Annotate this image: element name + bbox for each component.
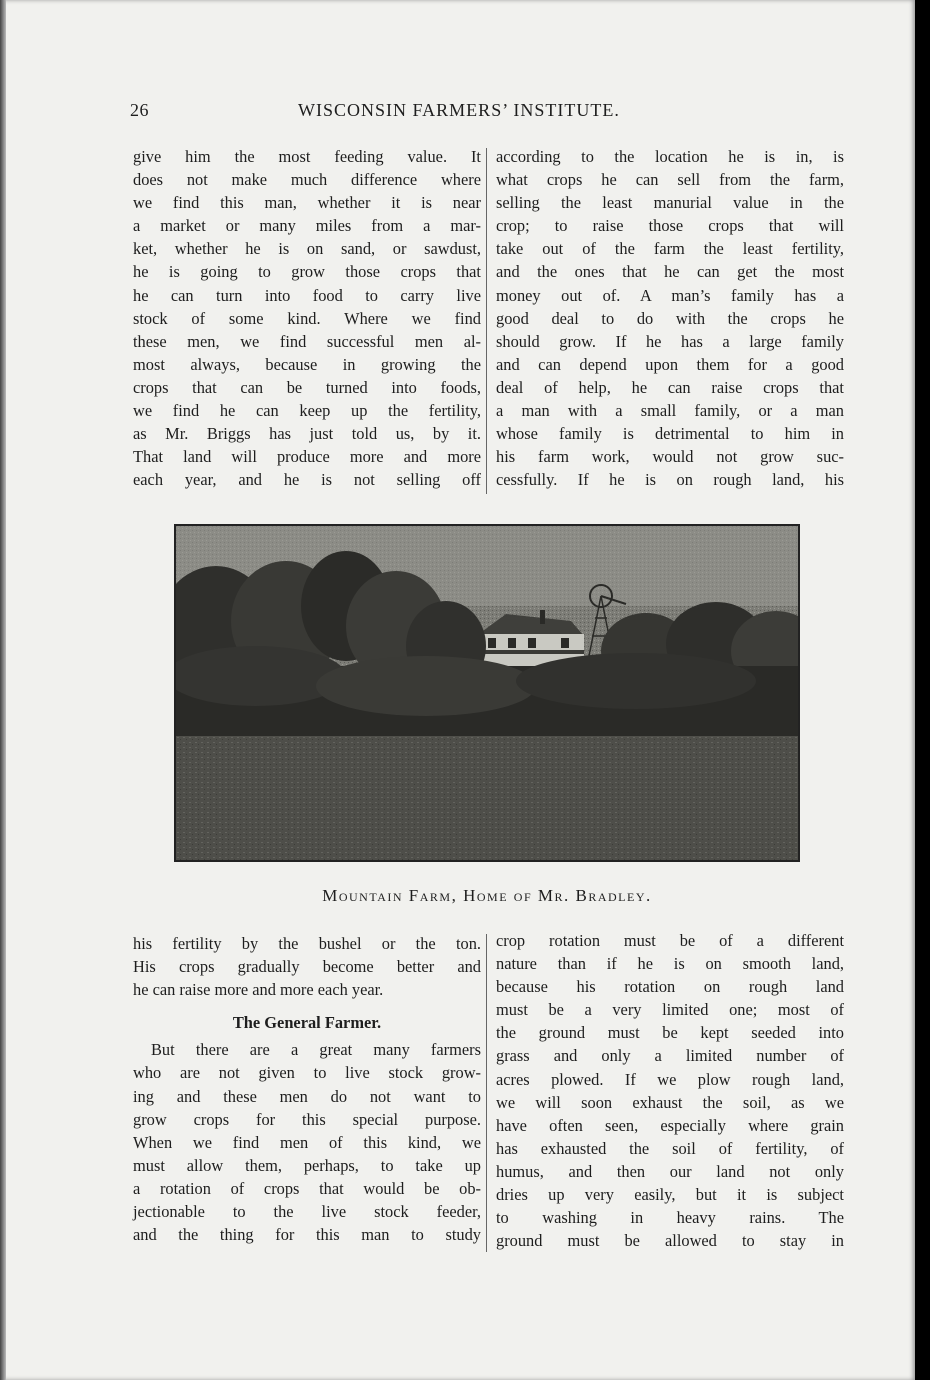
- text-line: a man with a small family, or a man: [496, 401, 844, 421]
- text-line: crop rotation must be of a different: [496, 931, 844, 950]
- farm-photograph: [174, 524, 800, 862]
- text-line: a market or many miles from a mar-: [133, 216, 481, 236]
- text-line: grass and only a limited number of: [496, 1046, 844, 1066]
- text-line: his farm work, would not grow suc-: [496, 447, 844, 467]
- text-line: to washing in heavy rains. The: [496, 1208, 844, 1228]
- text-line: stock of some kind. Where we find: [133, 308, 481, 328]
- text-line: have often seen, especially where grain: [496, 1115, 844, 1135]
- text-line: must allow them, perhaps, to take up: [133, 1155, 481, 1175]
- text-line: does not make much difference where: [133, 170, 481, 190]
- text-line: most always, because in growing the: [133, 354, 481, 374]
- text-line: the ground must be kept seeded into: [496, 1023, 844, 1043]
- farm-photo-image: [176, 526, 798, 860]
- text-line: dries up very easily, but it is subject: [496, 1185, 844, 1205]
- text-line: and can depend upon them for a good: [496, 354, 844, 374]
- text-line: has exhausted the soil of fertility, of: [496, 1138, 844, 1158]
- top-right-column: [496, 145, 844, 491]
- text-line: as Mr. Briggs has just told us, by it.: [133, 424, 481, 444]
- text-line: we will soon exhaust the soil, as we: [496, 1092, 844, 1112]
- text-line: give him the most feeding value. It: [133, 147, 481, 166]
- page-binding-edge: [0, 0, 6, 1380]
- text-line: he can turn into food to carry live: [133, 285, 481, 305]
- column-rule-bottom: [486, 934, 487, 1252]
- text-line: according to the location he is in, is: [496, 147, 844, 166]
- text-line: ket, whether he is on sand, or sawdust,: [133, 239, 481, 259]
- text-line: these men, we find successful men al-: [133, 331, 481, 351]
- text-line: each year, and he is not selling off: [133, 470, 481, 490]
- text-line: jectionable to the live stock feeder,: [133, 1202, 481, 1222]
- text-line: His crops gradually become better and: [133, 957, 481, 977]
- text-line: good deal to do with the crops he: [496, 308, 844, 328]
- figure-caption-text: Mountain Farm, Home of Mr. Bradley.: [322, 886, 652, 905]
- bottom-left-column: [133, 932, 481, 1246]
- text-line: ground must be allowed to stay in: [496, 1231, 844, 1251]
- running-title: WISCONSIN FARMERS’ INSTITUTE.: [298, 100, 620, 120]
- text-line: acres plowed. If we plow rough land,: [496, 1069, 844, 1089]
- text-line: deal of help, he can raise crops that: [496, 377, 844, 397]
- text-line: he can raise more and more each year.: [133, 980, 384, 1000]
- text-line: a rotation of crops that would be ob-: [133, 1178, 481, 1198]
- text-line: selling the least manurial value in the: [496, 193, 844, 213]
- text-line: must be a very limited one; most of: [496, 1000, 844, 1020]
- figure-caption: [174, 886, 800, 906]
- text-line: crop; to raise those crops that will: [496, 216, 844, 236]
- text-line: he is going to grow those crops that: [133, 262, 481, 282]
- text-line: and the ones that he can get the most: [496, 262, 844, 282]
- bottom-right-column: [496, 929, 844, 1252]
- text-line: grow crops for this special purpose.: [133, 1109, 481, 1129]
- text-line: we find he can keep up the fertility,: [133, 401, 481, 421]
- text-line: take out of the farm the least fertility,: [496, 239, 844, 259]
- text-line: we find this man, whether it is near: [133, 193, 481, 213]
- text-line: But there are a great many farmers: [151, 1040, 481, 1060]
- text-line: cessfully. If he is on rough land, his: [496, 470, 844, 490]
- text-line: money out of. A man’s family has a: [496, 285, 844, 305]
- text-line: his fertility by the bushel or the ton.: [133, 934, 481, 953]
- page-number: 26: [130, 100, 149, 120]
- text-line: crops that can be turned into foods,: [133, 377, 481, 397]
- text-line: humus, and then our land not only: [496, 1161, 844, 1181]
- text-line: what crops he can sell from the farm,: [496, 170, 844, 190]
- text-line: should grow. If he has a large family: [496, 331, 844, 351]
- text-line: and the thing for this man to study: [133, 1225, 481, 1245]
- text-line: That land will produce more and more: [133, 447, 481, 467]
- section-heading: The General Farmer.: [232, 1013, 382, 1033]
- running-header: [130, 100, 845, 124]
- top-left-column: [133, 145, 481, 491]
- text-line: who are not given to live stock grow-: [133, 1063, 481, 1083]
- text-line: because his rotation on rough land: [496, 977, 844, 997]
- text-line: nature than if he is on smooth land,: [496, 954, 844, 974]
- column-rule-top: [486, 148, 487, 494]
- text-line: whose family is detrimental to him in: [496, 424, 844, 444]
- text-line: When we find men of this kind, we: [133, 1132, 481, 1152]
- text-line: ing and these men do not want to: [133, 1086, 481, 1106]
